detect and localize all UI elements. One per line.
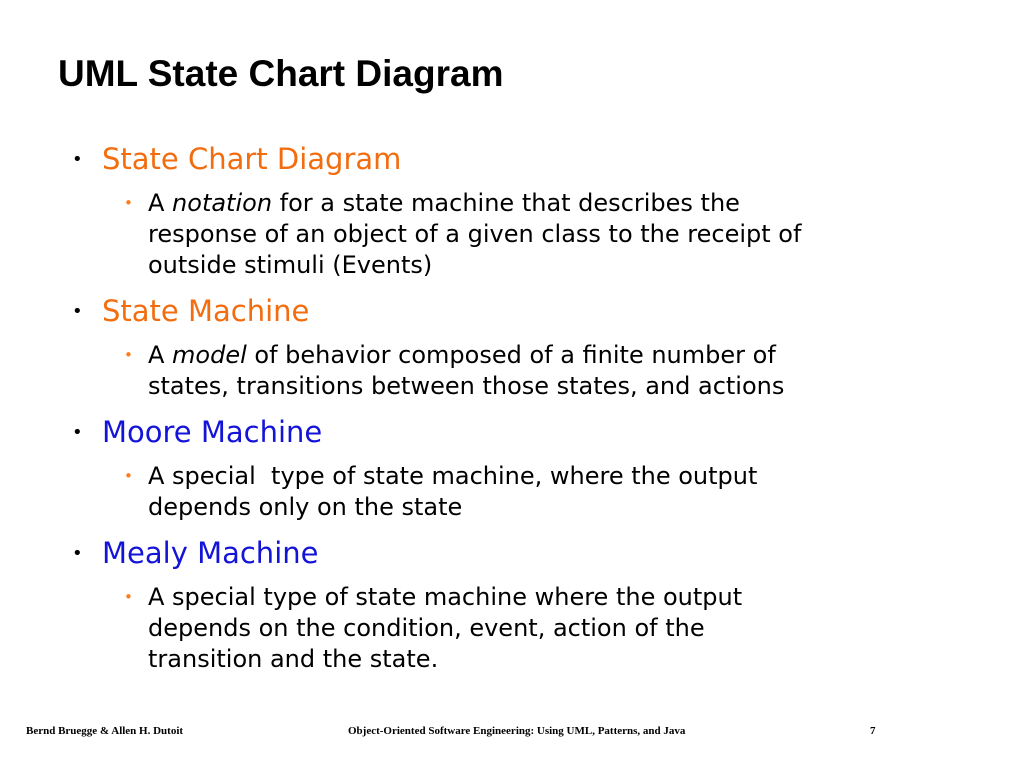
bullet-dot: • (72, 301, 83, 322)
sub-bullet-line: A special type of state machine, where the output (148, 462, 758, 490)
footer-page-number: 7 (870, 725, 876, 737)
sub-bullet-line: states, transitions between those states, and actions (148, 372, 785, 400)
sub-bullet-dot: • (124, 194, 133, 212)
sub-bullet-dot: • (124, 588, 133, 606)
bullet-heading-moore-machine: Moore Machine (102, 415, 323, 449)
footer-authors: Bernd Bruegge & Allen H. Dutoit (26, 725, 184, 737)
sub-bullet-text: of behavior composed of a finite number of (246, 341, 776, 369)
sub-bullet-line: response of an object of a given class to the receipt of (148, 220, 802, 248)
bullet-dot: • (72, 543, 83, 564)
sub-bullet-prefix: A (148, 189, 173, 217)
emphasis-notation: notation (172, 189, 273, 217)
bullet-heading-mealy-machine: Mealy Machine (102, 536, 319, 570)
sub-bullet-text: for a state machine that describes the (272, 189, 740, 217)
sub-bullet-moore-machine (148, 461, 948, 523)
slide-title: UML State Chart Diagram (58, 53, 504, 94)
sub-bullet-line: transition and the state. (148, 645, 439, 673)
bullet-dot: • (72, 149, 83, 170)
sub-bullet-dot: • (124, 467, 133, 485)
sub-bullet-line: depends on the condition, event, action of the (148, 614, 705, 642)
sub-bullet-mealy-machine (148, 582, 948, 675)
sub-bullet-line: depends only on the state (148, 493, 463, 521)
sub-bullet-state-chart-diagram (148, 188, 948, 281)
sub-bullet-line: A special type of state machine where the output (148, 583, 743, 611)
bullet-dot: • (72, 422, 83, 443)
sub-bullet-line (148, 340, 948, 371)
sub-bullet-line: outside stimuli (Events) (148, 251, 433, 279)
sub-bullet-dot: • (124, 346, 133, 364)
bullet-heading-state-chart-diagram: State Chart Diagram (102, 142, 402, 176)
sub-bullet-prefix: A (148, 341, 173, 369)
sub-bullet-state-machine (148, 340, 948, 402)
footer-book-title: Object-Oriented Software Engineering: Using UML, Patterns, and Java (348, 725, 686, 737)
emphasis-model: model (172, 341, 247, 369)
sub-bullet-line (148, 188, 948, 219)
bullet-heading-state-machine: State Machine (102, 294, 310, 328)
